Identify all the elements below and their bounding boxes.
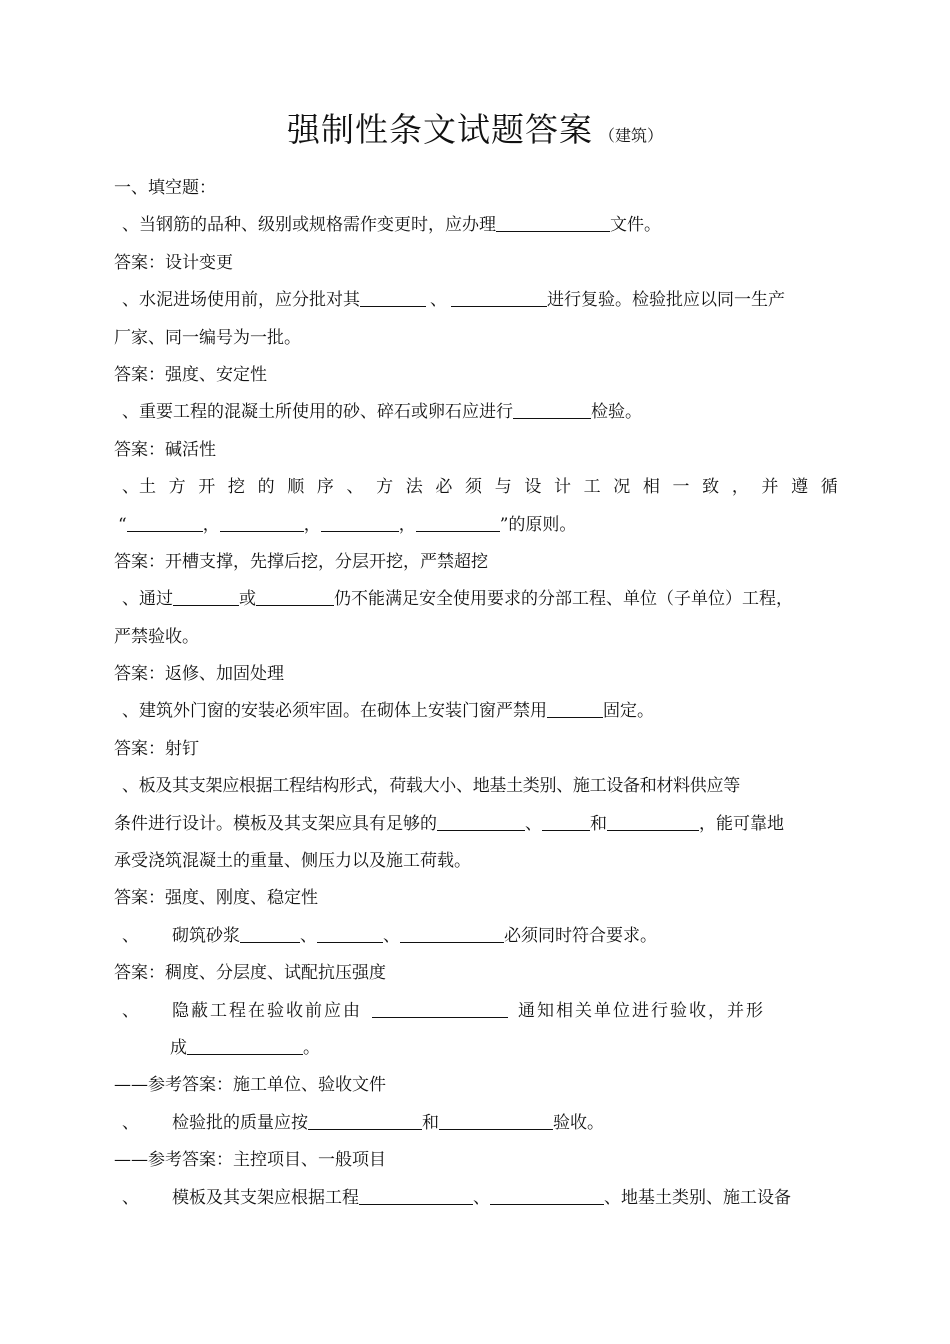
answer-8: 答案：稠度、分层度、试配抗压强度	[114, 963, 386, 984]
answer-5: 答案：返修、加固处理	[114, 664, 284, 685]
question-2: 、水泥进场使用前，应分批对其 、 进行复验。检验批应以同一生产	[122, 290, 785, 311]
question-8: 、 砌筑砂浆 、 、 必须同时符合要求。	[122, 925, 657, 946]
question-7: 、板及其支架应根据工程结构形式，荷载大小、地基土类别、施工设备和材料供应等	[122, 776, 740, 797]
q4-char: 必	[435, 477, 453, 498]
answer-1: 答案：设计变更	[114, 252, 233, 273]
q4-char: 一	[672, 477, 690, 498]
question-4-cont: “ ， ， ， ”的原则。	[118, 514, 577, 535]
q4-char: 挖	[227, 477, 245, 498]
answer-blank[interactable]	[359, 1186, 473, 1205]
answer-7: 答案：强度、刚度、稳定性	[114, 888, 318, 909]
question-7-cont2: 承受浇筑混凝土的重量、侧压力以及施工荷载。	[114, 851, 471, 872]
answer-blank[interactable]	[496, 213, 610, 232]
question-5: 、通过 或 仍不能满足安全使用要求的分部工程、单位（子单位）工程，	[122, 589, 793, 610]
question-9-cont: 成 。	[170, 1037, 320, 1058]
q4-char: 开	[198, 477, 216, 498]
answer-blank[interactable]	[317, 924, 383, 943]
answer-blank[interactable]	[187, 1036, 303, 1055]
section-heading: 一、填空题：	[114, 178, 216, 198]
answer-blank[interactable]	[240, 924, 300, 943]
q4-char: 法	[405, 477, 423, 498]
answer-9: ——参考答案：施工单位、验收文件	[114, 1075, 386, 1096]
q4-char: 、	[346, 477, 364, 498]
q4-char: 相	[642, 477, 660, 498]
answer-blank[interactable]	[513, 400, 591, 419]
q4-char: 方	[168, 477, 186, 498]
q4-char: 序	[316, 477, 334, 498]
page-subtitle: （建筑）	[598, 126, 663, 145]
answer-blank[interactable]	[439, 1111, 553, 1130]
answer-blank[interactable]	[547, 699, 603, 718]
q4-char: 须	[465, 477, 483, 498]
q4-char: 设	[524, 477, 542, 498]
answer-10: ——参考答案：主控项目、一般项目	[114, 1150, 386, 1171]
question-11: 、 模板及其支架应根据工程 、 、地基土类别、施工设备	[122, 1187, 791, 1208]
answer-blank[interactable]	[416, 513, 500, 532]
question-5-cont: 严禁验收。	[114, 626, 199, 647]
document-body	[114, 170, 838, 1217]
answer-blank[interactable]	[256, 587, 334, 606]
question-9: 、 隐蔽工程在验收前应由 通知相关单位进行验收，并形	[122, 1000, 765, 1021]
answer-blank[interactable]	[437, 812, 525, 831]
title-block	[0, 104, 950, 151]
question-6: 、建筑外门窗的安装必须牢固。在砌体上安装门窗严禁用 固定。	[122, 701, 654, 722]
q4-char: 循	[820, 477, 838, 498]
answer-blank[interactable]	[490, 1186, 604, 1205]
q4-char: 遵	[791, 477, 809, 498]
q4-char: 的	[257, 477, 275, 498]
answer-blank[interactable]	[607, 812, 699, 831]
question-7-cont: 条件进行设计。模板及其支架应具有足够的 、 和 ，能可靠地	[114, 813, 784, 834]
q4-char: 与	[494, 477, 512, 498]
answer-blank[interactable]	[308, 1111, 422, 1130]
q4-char: 计	[553, 477, 571, 498]
answer-blank[interactable]	[451, 288, 547, 307]
answer-blank[interactable]	[400, 924, 504, 943]
question-2-cont: 厂家、同一编号为一批。	[114, 327, 301, 348]
page-title: 强制性条文试题答案	[286, 110, 593, 149]
answer-blank[interactable]	[321, 513, 399, 532]
answer-2: 答案：强度、安定性	[114, 364, 267, 385]
answer-3: 答案：碱活性	[114, 439, 216, 460]
question-4	[114, 469, 838, 506]
q4-char: 工	[583, 477, 601, 498]
answer-blank[interactable]	[360, 288, 426, 307]
q4-char: 况	[613, 477, 631, 498]
answer-blank[interactable]	[542, 812, 590, 831]
q4-char: 顺	[287, 477, 305, 498]
answer-blank[interactable]	[127, 513, 203, 532]
question-10: 、 检验批的质量应按 和 验收。	[122, 1112, 604, 1133]
answer-6: 答案：射钉	[114, 738, 199, 759]
answer-blank[interactable]	[220, 513, 304, 532]
q4-char: 方	[376, 477, 394, 498]
question-3: 、重要工程的混凝土所使用的砂、碎石或卵石应进行 检验。	[122, 402, 642, 423]
question-1: 、当钢筋的品种、级别或规格需作变更时，应办理 文件。	[122, 215, 661, 236]
q4-char: 、土	[122, 477, 156, 498]
q4-char: ，	[731, 477, 749, 498]
answer-4: 答案：开槽支撑，先撑后挖，分层开挖，严禁超挖	[114, 551, 488, 572]
q4-char: 并	[761, 477, 779, 498]
answer-blank[interactable]	[173, 587, 239, 606]
answer-blank[interactable]	[372, 999, 508, 1018]
q4-char: 致	[702, 477, 720, 498]
